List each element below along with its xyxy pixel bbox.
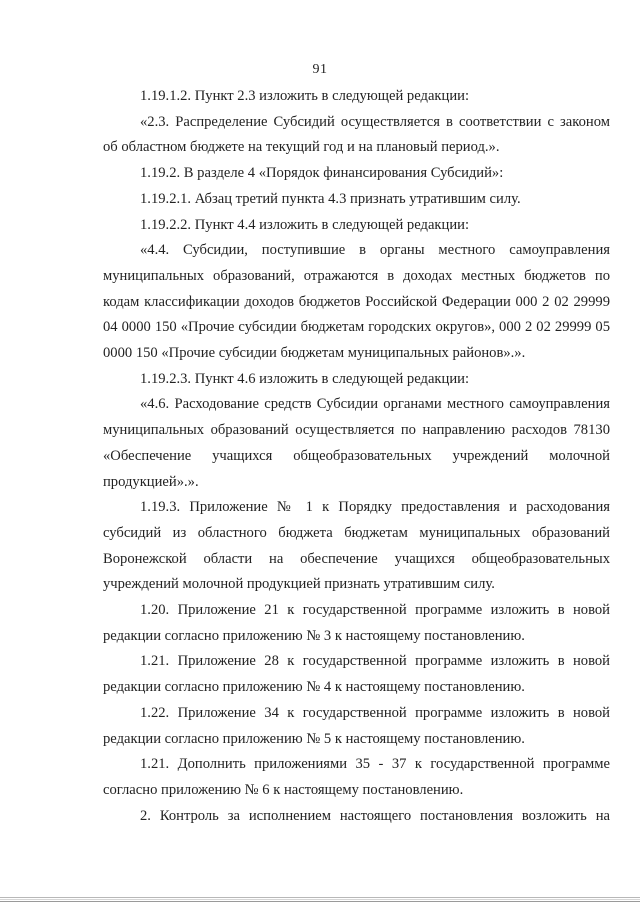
- paragraph-quote-4-6: «4.6. Расходование средств Субсидии органами местного самоуправления муниципальных образований осуществляется по направлению расходов 78130 «Обеспечение учащихся общеобразовательных учреждений молочной продукцией».».: [103, 396, 610, 490]
- paragraph-1-21-a: 1.21. Приложение 28 к государственной программе изложить в новой редакции согласно приложению № 4 к настоящему постановлению.: [103, 653, 610, 696]
- paragraph-quote-4-4: «4.4. Субсидии, поступившие в органы местного самоуправления муниципальных образований, отражаются в доходах местных бюджетов по кодам классификации доходов бюджетов Российской Федерации 000 2 02 29999 04 0000 150 «Прочие субсидии бюджетам городских округов», 000 2 02 29999 05 0000 150 «Прочие субсидии бюджетам муниципальных районов».».: [103, 242, 610, 362]
- paragraph-1-20: 1.20. Приложение 21 к государственной программе изложить в новой редакции согласно приложению № 3 к настоящему постановлению.: [103, 602, 610, 644]
- paragraph-1-21-b: 1.21. Дополнить приложениями 35 - 37 к государственной программе согласно приложению № 6 к настоящему постановлению.: [103, 756, 610, 798]
- page-number: 91: [312, 62, 328, 77]
- scan-edge-line: [0, 901, 640, 902]
- paragraph-1-22: 1.22. Приложение 34 к государственной программе изложить в новой редакции согласно приложению № 5 к настоящему постановлению.: [103, 704, 610, 747]
- paragraph-1-19-2-3: 1.19.2.3. Пункт 4.6 изложить в следующей редакции:: [140, 370, 469, 387]
- paragraph-1-19-1-2: 1.19.1.2. Пункт 2.3 изложить в следующей редакции:: [140, 88, 469, 104]
- scan-edge-line: [0, 899, 640, 900]
- paragraph-quote-2-3: «2.3. Распределение Субсидий осуществляется в соответствии с законом об областном бюджете на текущий год и на плановый период.».: [103, 113, 610, 156]
- paragraph-1-19-2-2: 1.19.2.2. Пункт 4.4 изложить в следующей редакции:: [140, 216, 469, 233]
- scan-edge-line: [0, 897, 640, 898]
- paragraph-1-19-2: 1.19.2. В разделе 4 «Порядок финансирования Субсидий»:: [140, 165, 504, 182]
- paragraph-1-19-3: 1.19.3. Приложение № 1 к Порядку предоставления и расходования субсидий из областного бюджета бюджетам муниципальных образований Воронежской области на обеспечение учащихся общеобразовательных учреждений молочной продукцией признать утратившим силу.: [103, 499, 610, 593]
- document-body: [103, 84, 610, 829]
- paragraph-2: 2. Контроль за исполнением настоящего постановления возложить на: [140, 807, 610, 824]
- paragraph-1-19-2-1: 1.19.2.1. Абзац третий пункта 4.3 признать утратившим силу.: [140, 190, 521, 207]
